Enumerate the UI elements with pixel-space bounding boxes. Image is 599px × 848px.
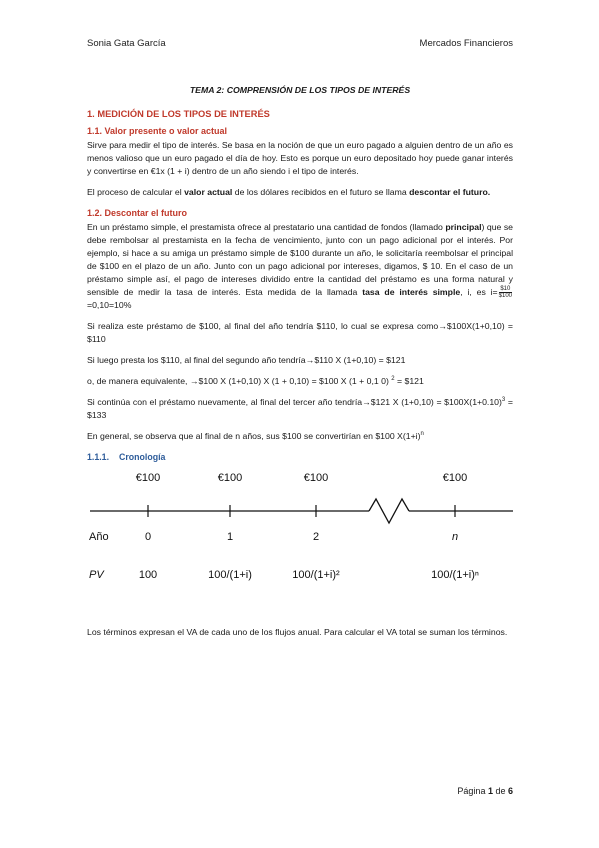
page-number: Página 1 de 6 [457, 786, 513, 796]
timeline-pv-n: 100/(1+i)ⁿ [431, 569, 479, 582]
section-1-1-1-heading: 1.1.1. Cronología [87, 452, 166, 463]
paragraph-valor-presente: Sirve para medir el tipo de interés. Se basa en la noción de que un euro pagado a alguien dentro de un año es menos valioso que un euro pagado el día de hoy. Esto es porque un euro depositado hoy puede ganar interés y convertirse en €1x (1 + i) dentro de un año siendo i el tipo de interés. [87, 140, 513, 176]
interest-fraction: $\frac{\$10}{\$100}$ [498, 286, 512, 300]
header-author: Sonia Gata García [87, 38, 166, 49]
timeline-year-2: 2 [312, 531, 320, 544]
paragraph-va-total: Los términos expresan el VA de cada uno de los flujos anual. Para calcular el VA total se suman los términos. [87, 627, 508, 638]
timeline-pv-0: 100 [138, 569, 158, 582]
timeline-amount-0: €100 [135, 472, 161, 485]
document-title: TEMA 2: COMPRENSIÓN DE LOS TIPOS DE INTERÉS [189, 85, 411, 95]
section-1-1-heading: 1.1. Valor presente o valor actual [87, 126, 228, 136]
document-body [87, 84, 513, 647]
paragraph-year-1: Si realiza este préstamo de $100, al final del año tendría $110, lo cual se expresa como→$100X(1+0,10) = $110 [87, 321, 513, 345]
paragraph-general: En general, se observa que al final de n años, sus $100 se convertirían en $100 $X(1+i)^n$ [87, 431, 424, 442]
timeline-row-label-pv: PV [89, 569, 104, 582]
timeline-amount-1: €100 [217, 472, 243, 485]
section-1-2-heading: 1.2. Descontar el futuro [87, 208, 188, 218]
paragraph-prestamo-simple: En un préstamo simple, el prestamista ofrece al prestatario una cantidad de fondos (llamado principal) que se debe rembolsar al prestamista en la fecha de vencimiento, junto con un pago adicional por el interés. Por ejemplo, si hace a su amiga un préstamo simple de $100 durante un año, le solicitaría reembolsar el principal de $100 en el plazo de un año. Junto con un pago adicional por intereses, digamos, $ 10. En el caso de un préstamo simple así, el pago de intereses dividido entre la cantidad del préstamo es una forma natural y sensible de medir la tasa de interés. Esta medida de la llamada tasa de interés simple, i, es i= $\frac{\$10}{\$100}$ =0,10=10% [87, 222, 513, 311]
section-1-heading: 1. MEDICIÓN DE LOS TIPOS DE INTERÉS [87, 109, 270, 119]
header-subject: Mercados Financieros [419, 38, 513, 49]
timeline-diagram [87, 470, 513, 620]
timeline-svg [87, 470, 513, 620]
timeline-amount-2: €100 [303, 472, 329, 485]
timeline-pv-1: 100/(1+i) [208, 569, 252, 582]
timeline-break [369, 499, 409, 523]
timeline-year-n: n [451, 531, 459, 544]
timeline-year-0: 0 [144, 531, 152, 544]
paragraph-equivalent: o, de manera equivalente, →$100 X (1+0,10) X (1 + 0,10) = $100 X (1 + 0,1 0) $^2$ = $121 [87, 376, 424, 387]
timeline-row-label-year: Año [89, 531, 109, 544]
paragraph-descontar-def: El proceso de calcular el valor actual de los dólares recibidos en el futuro se llama descontar el futuro. [87, 187, 491, 197]
timeline-year-1: 1 [226, 531, 234, 544]
paragraph-year-2: Si luego presta los $110, al final del segundo año tendría→$110 X (1+0,10) = $121 [87, 355, 406, 366]
timeline-amount-n: €100 [442, 472, 468, 485]
timeline-pv-2: 100/(1+i)² [292, 569, 340, 582]
paragraph-year-3: Si continúa con el préstamo nuevamente, al final del tercer año tendría→$121 X $(1+0,10) = \$100X(1+0.10)^3$ = $133 [87, 397, 513, 421]
